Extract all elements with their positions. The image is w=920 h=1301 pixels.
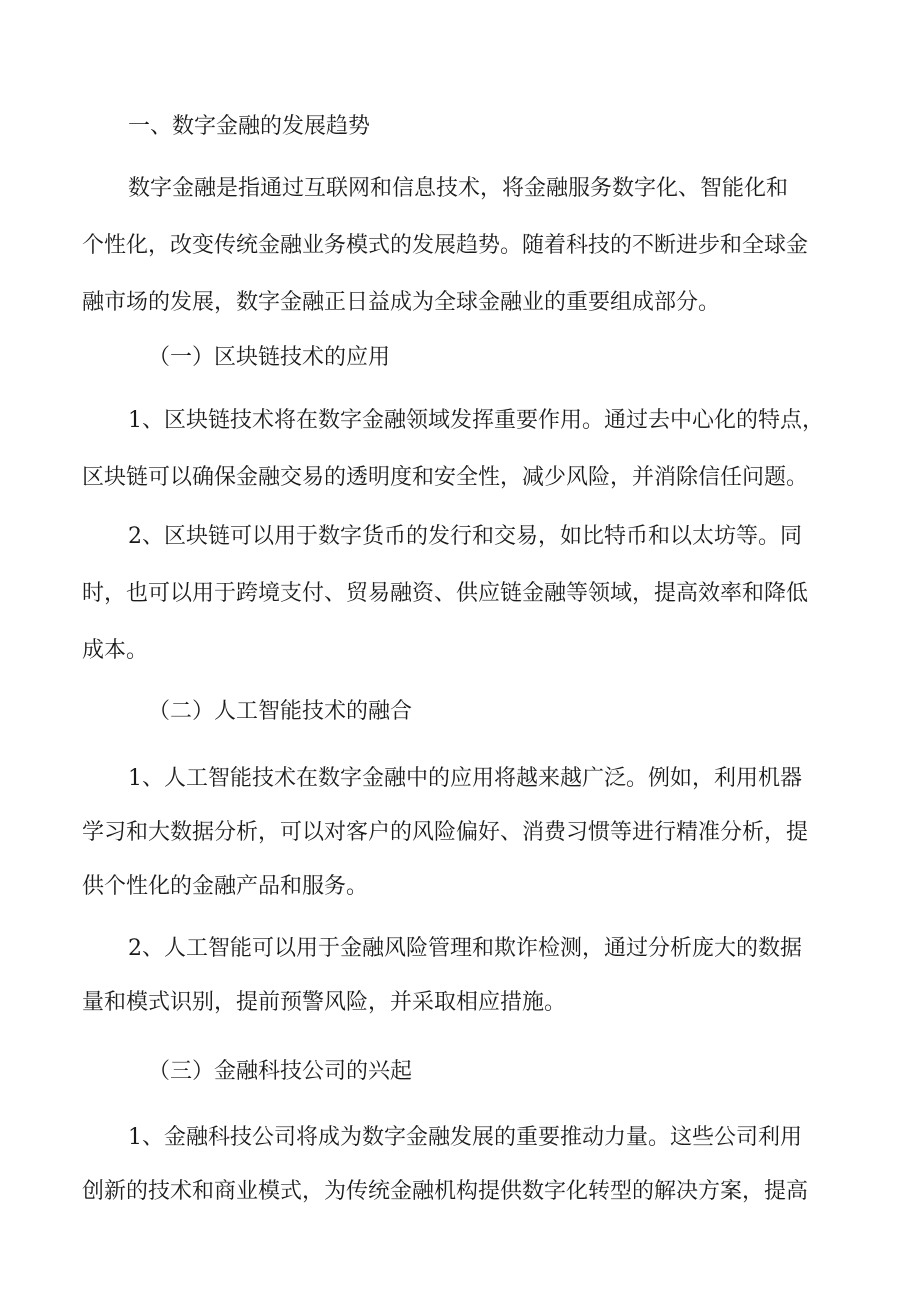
sub2-p1-line-1: 1、人工智能技术在数字金融中的应用将越来越广泛。例如，利用机器 — [128, 766, 802, 791]
subsection-1-title: （一）区块链技术的应用 — [148, 345, 391, 370]
sub2-p1-line-2: 学习和大数据分析，可以对客户的风险偏好、消费习惯等进行精准分析，提 — [82, 820, 809, 845]
intro-line-3: 融市场的发展，数字金融正日益成为全球金融业的重要组成部分。 — [82, 290, 721, 315]
intro-line-1: 数字金融是指通过互联网和信息技术，将金融服务数字化、智能化和 — [128, 176, 789, 201]
sub1-p2-line-1: 2、区块链可以用于数字货币的发行和交易，如比特币和以太坊等。同 — [128, 524, 802, 549]
section-title: 一、数字金融的发展趋势 — [128, 114, 371, 139]
intro-line-2: 个性化，改变传统金融业务模式的发展趋势。随着科技的不断进步和全球金 — [82, 233, 809, 258]
sub1-p2-line-3: 成本。 — [82, 638, 149, 663]
subsection-2-title: （二）人工智能技术的融合 — [148, 699, 413, 724]
sub3-p1-line-2: 创新的技术和商业模式，为传统金融机构提供数字化转型的解决方案，提高 — [82, 1179, 809, 1204]
sub1-p2-line-2: 时，也可以用于跨境支付、贸易融资、供应链金融等领域，提高效率和降低 — [82, 581, 809, 606]
sub2-p1-line-3: 供个性化的金融产品和服务。 — [82, 874, 369, 899]
sub1-p1-line-2: 区块链可以确保金融交易的透明度和安全性，减少风险，并消除信任问题。 — [82, 465, 809, 490]
sub2-p2-line-1: 2、人工智能可以用于金融风险管理和欺诈检测，通过分析庞大的数据 — [128, 936, 802, 961]
sub2-p2-line-2: 量和模式识别，提前预警风险，并采取相应措施。 — [82, 990, 567, 1015]
sub1-p1-line-1: 1、区块链技术将在数字金融领域发挥重要作用。通过去中心化的特点， — [128, 408, 824, 433]
subsection-3-title: （三）金融科技公司的兴起 — [148, 1059, 413, 1084]
sub3-p1-line-1: 1、金融科技公司将成为数字金融发展的重要推动力量。这些公司利用 — [128, 1125, 802, 1150]
